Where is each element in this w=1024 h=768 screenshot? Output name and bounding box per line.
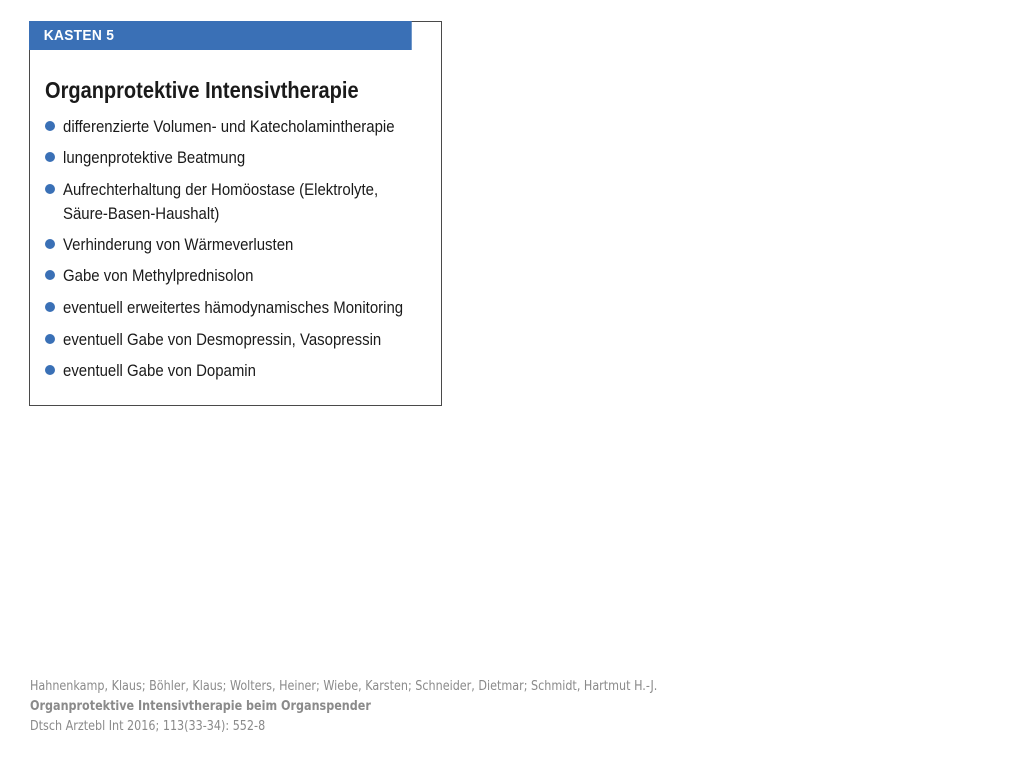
bullet-icon (45, 334, 55, 344)
info-box (29, 21, 442, 406)
list-item-text: Gabe von Methylprednisolon (63, 266, 254, 285)
citation-authors: Hahnenkamp, Klaus; Böhler, Klaus; Wolters, Heiner; Wiebe, Karsten; Schneider, Dietmar; Schmidt, Hartmut H.-J. (30, 679, 658, 694)
citation (30, 677, 759, 737)
bullet-icon (45, 270, 55, 280)
box-title: Organprotektive Intensivtherapie (45, 77, 359, 103)
list-item-text: differenzierte Volumen- und Katecholamintherapie (63, 117, 395, 136)
list-item-text: Verhinderung von Wärmeverlusten (63, 235, 294, 254)
list-item-text: Aufrechterhaltung der Homöostase (Elektrolyte, Säure-Basen-Haushalt) (63, 180, 379, 223)
citation-title: Organprotektive Intensivtherapie beim Organspender (30, 699, 371, 714)
citation-source: Dtsch Arztebl Int 2016; 113(33-34): 552-8 (30, 719, 266, 734)
bullet-icon (45, 184, 55, 194)
bullet-icon (45, 302, 55, 312)
list-item-text: eventuell Gabe von Dopamin (63, 361, 256, 380)
box-label: KASTEN 5 (29, 21, 412, 50)
list-item-text: eventuell Gabe von Desmopressin, Vasopressin (63, 330, 382, 349)
list-item-text: lungenprotektive Beatmung (63, 148, 246, 167)
bullet-icon (45, 365, 55, 375)
bullet-icon (45, 239, 55, 249)
bullet-icon (45, 152, 55, 162)
list-item-text: eventuell erweitertes hämodynamisches Monitoring (63, 298, 404, 317)
bullet-icon (45, 121, 55, 131)
